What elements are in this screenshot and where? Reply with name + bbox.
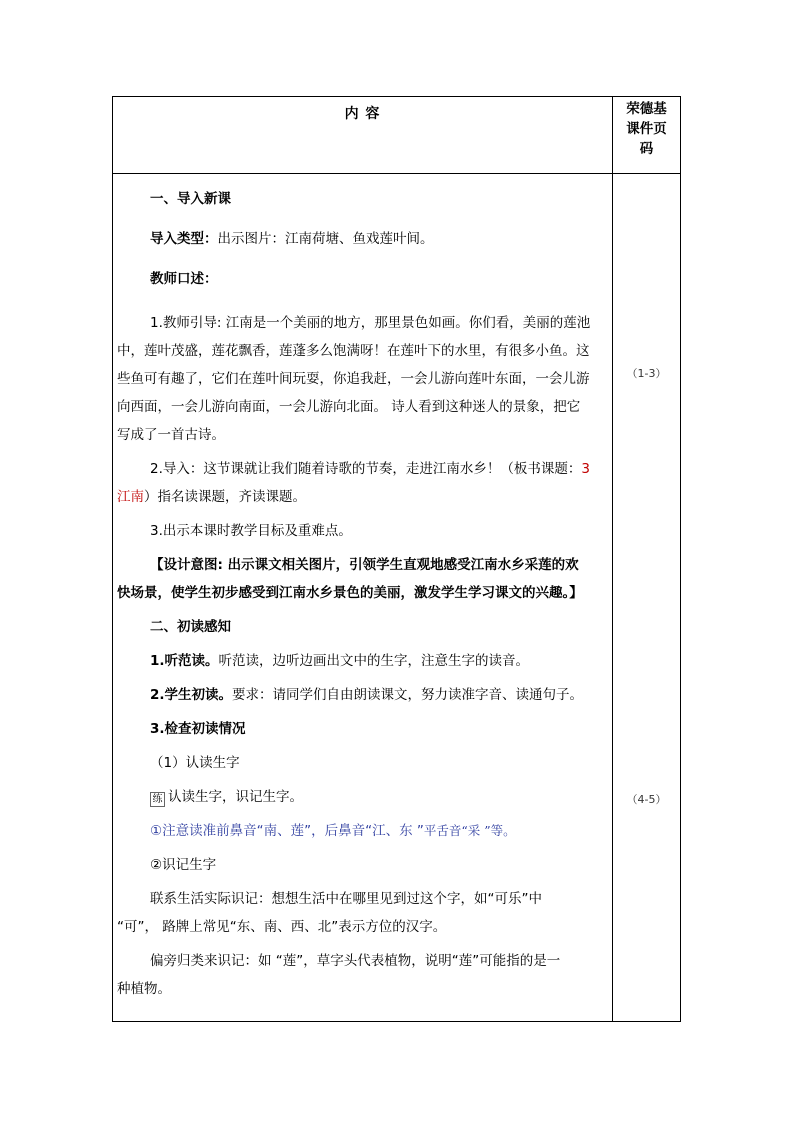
radical-memory: 偏旁归类来识记：如 “莲”，草字头代表植物，说明“莲”可能指的是一 种植物。 xyxy=(117,953,561,997)
header-divider xyxy=(113,173,680,174)
design-intent: 【设计意图: 出示课文相关图片，引领学生直观地感受江南水乡采莲的欢 快场景，使学生初步感受到江南水乡景色的美丽，激发学生学习课文的兴趣。】 xyxy=(117,557,583,601)
lesson-table xyxy=(112,96,681,1022)
read-item: 2.学生初读。要求：请同学们自由朗读课文，努力读准字音、读通句子。 xyxy=(150,687,584,703)
paragraph-2: 2.导入：这节课就让我们随着诗歌的节奏，走进江南水乡！（板书课题：3 江南）指名读课题，齐读课题。 xyxy=(117,461,590,505)
paragraph-1: 1.教师引导: 江南是一个美丽的地方，那里景色如画。你们看，美丽的莲池 中，莲叶茂盛，莲花飘香，莲蓬多么饱满呀！在莲叶下的水里，有很多小鱼。这 些鱼可有趣了，它们在莲叶间玩耍，你追我赶，一会儿游向莲叶东面，一会儿游 向西面，一会儿游向南面，一会儿游向北面。 诗人看到这种迷人的景象，把它 写成了一首古诗。 xyxy=(117,315,591,443)
page-ref-2: （4-5） xyxy=(626,793,667,806)
page-ref-1: （1-3） xyxy=(626,367,667,380)
teacher-label: 教师口述： xyxy=(150,271,218,287)
practice-line: 练 认读生字，识记生字。 xyxy=(117,783,609,811)
section-1-title: 一、导入新课 xyxy=(150,191,231,207)
lesson-body xyxy=(117,185,609,1003)
practice-icon: 练 xyxy=(150,792,165,807)
intro-type: 导入类型：出示图片：江南荷塘、鱼戏莲叶间。 xyxy=(150,231,434,247)
pronunciation-note: ①注意读准前鼻音“南、莲”，后鼻音“江、东 ”平舌音“采 ”等。 xyxy=(150,823,516,839)
section-2-title: 二、初读感知 xyxy=(150,619,231,635)
check-item: 3.检查初读情况 xyxy=(150,721,246,737)
listen-item: 1.听范读。听范读，边听边画出文中的生字，注意生字的读音。 xyxy=(150,653,530,669)
paragraph-3: 3.出示本课时教学目标及重难点。 xyxy=(150,523,352,539)
page-code-header: 荣德基 课件页 码 xyxy=(626,101,667,157)
life-memory: 联系生活实际识记：想想生活中在哪里见到过这个字，如“可乐”中 “可”， 路牌上常见“东、南、西、北”表示方位的汉字。 xyxy=(117,891,542,935)
memorize-note: ②识记生字 xyxy=(150,857,217,873)
char-subitem: （1）认读生字 xyxy=(150,755,240,771)
content-header: 内 容 xyxy=(344,106,381,122)
column-divider xyxy=(612,97,613,1021)
